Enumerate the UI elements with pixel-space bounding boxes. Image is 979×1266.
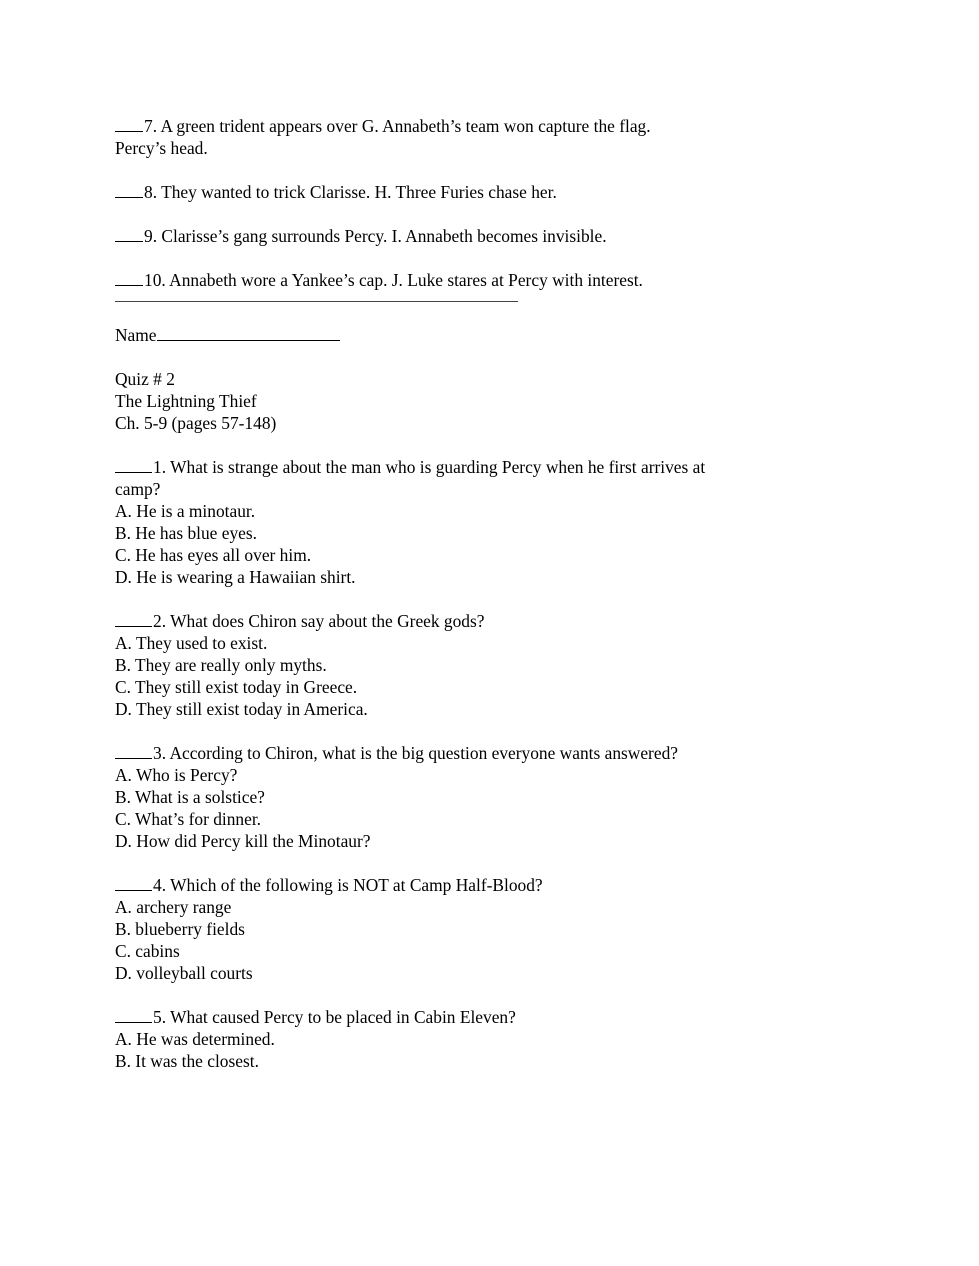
question-number: 3. — [153, 743, 167, 763]
answer-option: B. It was the closest. — [115, 1051, 259, 1071]
question — [115, 874, 835, 984]
answer-option: C. He has eyes all over him. — [115, 545, 312, 565]
answer-blank[interactable] — [115, 456, 152, 473]
matching-left: A green trident appears over — [160, 116, 358, 136]
question — [115, 1006, 835, 1072]
matching-item — [115, 269, 835, 291]
matching-continuation: Percy’s head. — [115, 138, 208, 158]
answer-option: A. He is a minotaur. — [115, 501, 256, 521]
matching-left: Annabeth wore a Yankee’s cap. — [169, 270, 388, 290]
answer-blank[interactable] — [115, 115, 143, 132]
answer-option: D. How did Percy kill the Minotaur? — [115, 831, 371, 851]
matching-number: 7. — [144, 116, 158, 136]
answer-option: C. They still exist today in Greece. — [115, 677, 358, 697]
answer-option: B. blueberry fields — [115, 919, 245, 939]
answer-option: B. He has blue eyes. — [115, 523, 257, 543]
matching-right: J. Luke stares at Percy with interest. — [391, 270, 643, 290]
question-text: What caused Percy to be placed in Cabin Eleven? — [170, 1007, 516, 1027]
answer-option: D. They still exist today in America. — [115, 699, 368, 719]
answer-option: B. What is a solstice? — [115, 787, 265, 807]
question-continuation: camp? — [115, 479, 161, 499]
matching-item — [115, 225, 835, 247]
question-text: According to Chiron, what is the big question everyone wants answered? — [169, 743, 678, 763]
question-text: What does Chiron say about the Greek gods? — [170, 611, 485, 631]
question — [115, 610, 835, 720]
name-label: Name — [115, 325, 157, 345]
matching-left: They wanted to trick Clarisse. — [161, 182, 371, 202]
question-text: What is strange about the man who is guarding Percy when he first arrives at — [170, 457, 706, 477]
answer-option: D. He is wearing a Hawaiian shirt. — [115, 567, 356, 587]
answer-blank[interactable] — [115, 742, 152, 759]
chapter-range: Ch. 5-9 (pages 57-148) — [115, 413, 277, 433]
answer-blank[interactable] — [115, 874, 152, 891]
matching-number: 10. — [144, 270, 166, 290]
answer-option: A. Who is Percy? — [115, 765, 238, 785]
document-page — [115, 115, 835, 1072]
question-number: 4. — [153, 875, 167, 895]
question-text: Which of the following is NOT at Camp Half-Blood? — [170, 875, 543, 895]
matching-right: I. Annabeth becomes invisible. — [391, 226, 607, 246]
answer-option: C. cabins — [115, 941, 180, 961]
matching-left: Clarisse’s gang surrounds Percy. — [161, 226, 388, 246]
question-number: 1. — [153, 457, 167, 477]
answer-blank[interactable] — [115, 181, 143, 198]
answer-option: A. He was determined. — [115, 1029, 275, 1049]
name-field[interactable] — [157, 324, 340, 341]
quiz-title: Quiz # 2 — [115, 369, 175, 389]
question-number: 5. — [153, 1007, 167, 1027]
answer-blank[interactable] — [115, 225, 143, 242]
answer-option: C. What’s for dinner. — [115, 809, 262, 829]
answer-blank[interactable] — [115, 610, 152, 627]
matching-number: 9. — [144, 226, 158, 246]
matching-item — [115, 181, 835, 203]
answer-blank[interactable] — [115, 269, 143, 286]
answer-option: A. archery range — [115, 897, 232, 917]
question — [115, 742, 835, 852]
name-row — [115, 324, 835, 346]
question-number: 2. — [153, 611, 167, 631]
matching-right: G. Annabeth’s team won capture the flag. — [361, 116, 651, 136]
answer-blank[interactable] — [115, 1006, 152, 1023]
matching-number: 8. — [144, 182, 158, 202]
answer-option: D. volleyball courts — [115, 963, 253, 983]
question — [115, 456, 835, 588]
matching-item — [115, 115, 835, 159]
book-title: The Lightning Thief — [115, 391, 257, 411]
matching-right: H. Three Furies chase her. — [374, 182, 557, 202]
answer-option: A. They used to exist. — [115, 633, 268, 653]
answer-option: B. They are really only myths. — [115, 655, 327, 675]
